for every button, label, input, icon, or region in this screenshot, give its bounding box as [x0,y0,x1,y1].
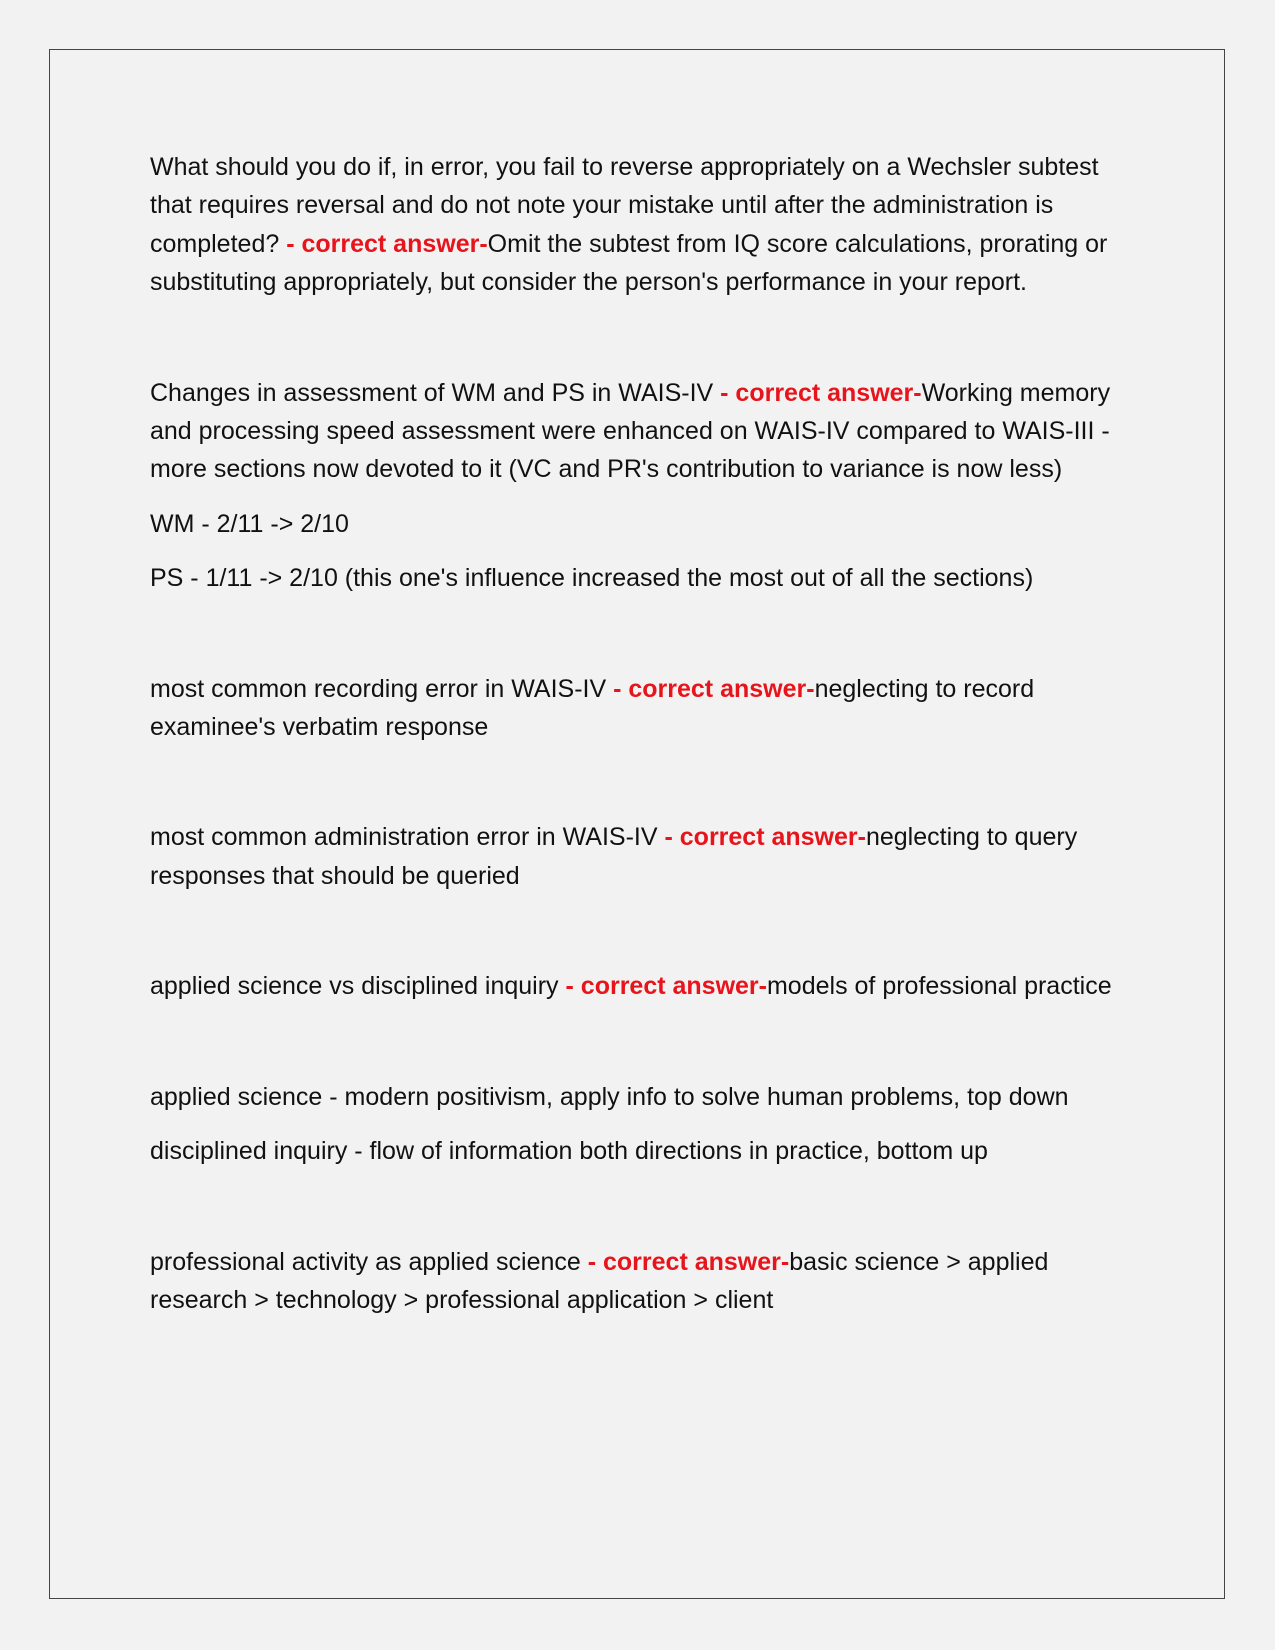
correct-answer-marker: - correct answer- [565,972,767,1001]
flashcard-entry [150,374,1130,598]
entry-paragraph [150,670,1130,747]
question-text: professional activity as applied science [150,1247,588,1276]
definition-line: applied science - modern positivism, apply info to solve human problems, top down [150,1082,1069,1111]
correct-answer-marker: - correct answer- [664,823,866,852]
flashcard-entry [150,967,1130,1005]
definition-line: disciplined inquiry - flow of information both directions in practice, bottom up [150,1137,988,1166]
answer-text: Working memory and processing speed assessment were enhanced on WAIS-IV compared to WAIS-III - more sections now devoted to it (VC and PR's contribution to variance is now less) [150,378,1111,484]
question-text: most common administration error in WAIS-IV [150,823,665,852]
definition-block [150,1078,1130,1171]
correct-answer-marker: - correct answer- [286,229,488,258]
flashcard-entry [150,1243,1130,1320]
correct-answer-marker: - correct answer- [613,674,815,703]
answer-text: models of professional practice [766,972,1112,1001]
entry-paragraph [150,818,1130,895]
question-text: Changes in assessment of WM and PS in WAIS-IV [150,378,721,407]
question-text: most common recording error in WAIS-IV [150,674,614,703]
correct-answer-marker: - correct answer- [720,378,922,407]
document-body [150,148,1130,1319]
entry-paragraph [150,967,1130,1005]
answer-text: neglecting to record examinee's verbatim response [150,674,1035,742]
answer-text: Omit the subtest from IQ score calculations, prorating or substituting appropriately, but consider the person's performance in your report. [150,229,1108,297]
flashcard-entry [150,148,1130,302]
question-text: What should you do if, in error, you fail to reverse appropriately on a Wechsler subtest that requires reversal and do not note your mistake until after the administration is completed? [150,153,1099,258]
answer-detail-line: WM - 2/11 -> 2/10 [150,509,349,538]
entry-paragraph [150,148,1130,302]
flashcard-entry [150,670,1130,747]
entry-paragraph [150,1243,1130,1320]
answer-text: neglecting to query responses that should be queried [150,823,1078,890]
answer-detail-line: PS - 1/11 -> 2/10 (this one's influence increased the most out of all the sections) [150,564,1034,593]
answer-text: basic science > applied research > technology > professional application > client [150,1247,1049,1314]
correct-answer-marker: - correct answer- [587,1247,790,1276]
entry-paragraph [150,374,1130,489]
flashcard-entry [150,818,1130,895]
question-text: applied science vs disciplined inquiry [150,972,566,1001]
